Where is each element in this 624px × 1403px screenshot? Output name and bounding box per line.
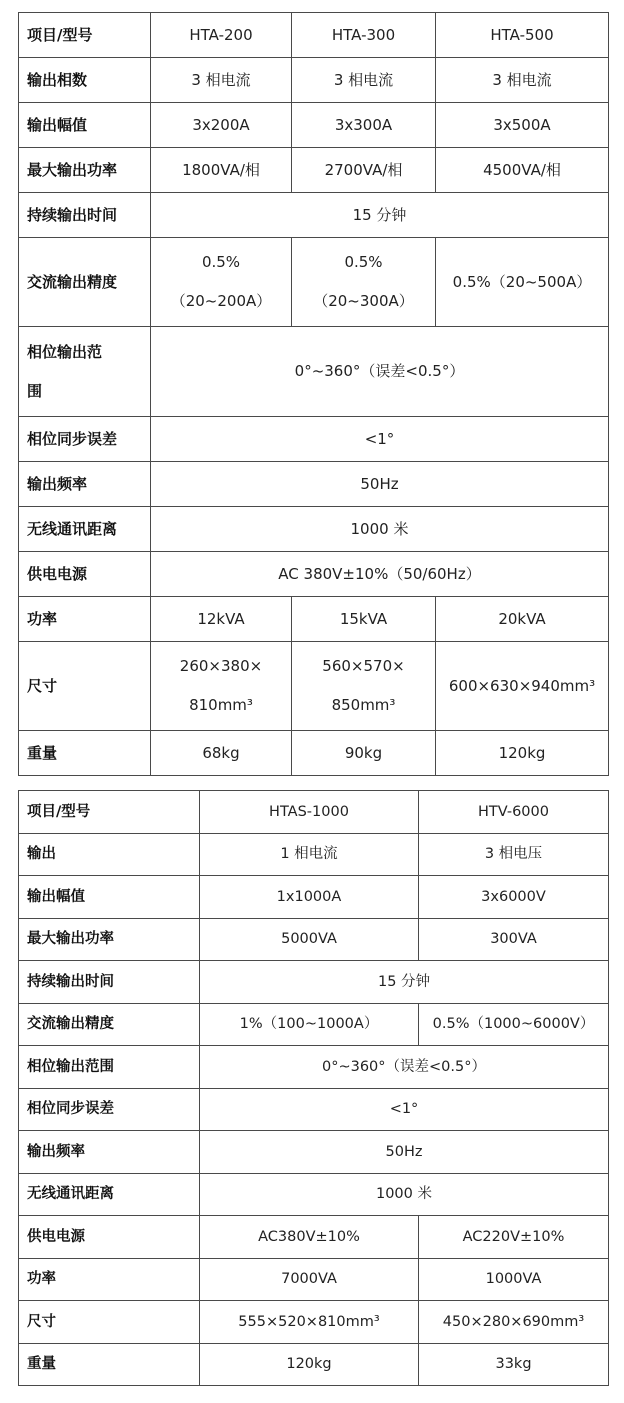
table-row-power bbox=[19, 597, 609, 642]
cell-line: 260×380× bbox=[179, 657, 263, 676]
model-hta-300: HTA-300 bbox=[292, 13, 436, 58]
row-label: 功率 bbox=[19, 1258, 200, 1301]
table-cell: 120kg bbox=[436, 731, 609, 776]
label-line: 相位输出范 bbox=[27, 342, 103, 361]
table-cell: 3x300A bbox=[292, 103, 436, 148]
table-cell: 15 分钟 bbox=[151, 193, 609, 238]
table-cell: 12kVA bbox=[151, 597, 292, 642]
table-row-power-supply bbox=[19, 1216, 609, 1259]
table-cell bbox=[292, 642, 436, 731]
table-row-max-power bbox=[19, 148, 609, 193]
cell-line: （20~200A） bbox=[170, 292, 272, 310]
table-row-wireless bbox=[19, 1173, 609, 1216]
table-cell: 1 相电流 bbox=[200, 833, 419, 876]
table-row-phase-range bbox=[19, 1046, 609, 1089]
label-line: 围 bbox=[27, 381, 43, 400]
table-cell: 3 相电流 bbox=[151, 58, 292, 103]
row-label: 重量 bbox=[19, 731, 151, 776]
row-label: 输出幅值 bbox=[19, 103, 151, 148]
table-row-power bbox=[19, 1258, 609, 1301]
row-label: 输出相数 bbox=[19, 58, 151, 103]
table-row-weight bbox=[19, 731, 609, 776]
row-label: 持续输出时间 bbox=[19, 193, 151, 238]
table-cell: 0.5%（1000~6000V） bbox=[419, 1003, 609, 1046]
table-cell: AC380V±10% bbox=[200, 1216, 419, 1259]
table-cell: 300VA bbox=[419, 918, 609, 961]
table-cell: 4500VA/相 bbox=[436, 148, 609, 193]
row-label: 交流输出精度 bbox=[19, 1003, 200, 1046]
table-row-phase-sync bbox=[19, 417, 609, 462]
table-cell: 1000VA bbox=[419, 1258, 609, 1301]
row-label: 无线通讯距离 bbox=[19, 1173, 200, 1216]
table-row-wireless bbox=[19, 507, 609, 552]
spec-table-htas-htv bbox=[18, 790, 609, 1386]
table-cell: 1000 米 bbox=[151, 507, 609, 552]
row-label: 相位同步误差 bbox=[19, 417, 151, 462]
table-cell: 1000 米 bbox=[200, 1173, 609, 1216]
table-cell: 15 分钟 bbox=[200, 961, 609, 1004]
table-row-duration bbox=[19, 961, 609, 1004]
row-label: 供电电源 bbox=[19, 552, 151, 597]
table-cell: 5000VA bbox=[200, 918, 419, 961]
table-cell: 3 相电压 bbox=[419, 833, 609, 876]
row-label: 尺寸 bbox=[19, 642, 151, 731]
row-label: 项目/型号 bbox=[19, 791, 200, 834]
row-label: 重量 bbox=[19, 1343, 200, 1386]
table-cell: 555×520×810mm³ bbox=[200, 1301, 419, 1344]
table-cell: 2700VA/相 bbox=[292, 148, 436, 193]
table-row-power-supply bbox=[19, 552, 609, 597]
row-label bbox=[19, 327, 151, 417]
cell-line: 560×570× bbox=[322, 657, 405, 676]
row-label: 功率 bbox=[19, 597, 151, 642]
table-row-frequency bbox=[19, 462, 609, 507]
cell-line: 0.5% bbox=[344, 253, 383, 272]
cell-line: （20~300A） bbox=[313, 292, 414, 310]
row-label: 最大输出功率 bbox=[19, 918, 200, 961]
table-cell: 1x1000A bbox=[200, 876, 419, 919]
row-label: 输出幅值 bbox=[19, 876, 200, 919]
row-label: 供电电源 bbox=[19, 1216, 200, 1259]
table-row-amplitude bbox=[19, 876, 609, 919]
table-row-frequency bbox=[19, 1131, 609, 1174]
table-row-max-power bbox=[19, 918, 609, 961]
row-label: 相位输出范围 bbox=[19, 1046, 200, 1089]
table-cell: 450×280×690mm³ bbox=[419, 1301, 609, 1344]
table-cell: 90kg bbox=[292, 731, 436, 776]
table-row-duration bbox=[19, 193, 609, 238]
table-cell: 0°~360°（误差<0.5°） bbox=[151, 327, 609, 417]
model-hta-500: HTA-500 bbox=[436, 13, 609, 58]
table-cell bbox=[151, 642, 292, 731]
row-label: 交流输出精度 bbox=[19, 238, 151, 327]
table-row-phase-sync bbox=[19, 1088, 609, 1131]
table-cell: 3x200A bbox=[151, 103, 292, 148]
table-row-phase bbox=[19, 58, 609, 103]
table-cell: 600×630×940mm³ bbox=[436, 642, 609, 731]
table-cell: 50Hz bbox=[151, 462, 609, 507]
cell-line: 850mm³ bbox=[331, 696, 396, 714]
table-cell: 0°~360°（误差<0.5°） bbox=[200, 1046, 609, 1089]
table-cell: 15kVA bbox=[292, 597, 436, 642]
table-cell: 68kg bbox=[151, 731, 292, 776]
model-htv-6000: HTV-6000 bbox=[419, 791, 609, 834]
table-cell: <1° bbox=[200, 1088, 609, 1131]
row-label: 相位同步误差 bbox=[19, 1088, 200, 1131]
row-label: 无线通讯距离 bbox=[19, 507, 151, 552]
model-htas-1000: HTAS-1000 bbox=[200, 791, 419, 834]
table-cell: 3x6000V bbox=[419, 876, 609, 919]
table-cell: 1%（100~1000A） bbox=[200, 1003, 419, 1046]
table-cell bbox=[292, 238, 436, 327]
table-cell: 50Hz bbox=[200, 1131, 609, 1174]
row-label: 持续输出时间 bbox=[19, 961, 200, 1004]
row-label: 输出频率 bbox=[19, 462, 151, 507]
table-row-ac-accuracy bbox=[19, 1003, 609, 1046]
table-row-amplitude bbox=[19, 103, 609, 148]
row-label: 最大输出功率 bbox=[19, 148, 151, 193]
cell-line: 0.5% bbox=[201, 253, 241, 272]
table-row-size bbox=[19, 1301, 609, 1344]
table-row-header bbox=[19, 791, 609, 834]
cell-line: 810mm³ bbox=[189, 696, 253, 714]
table-cell: 3x500A bbox=[436, 103, 609, 148]
row-label: 项目/型号 bbox=[19, 13, 151, 58]
table-row-ac-accuracy bbox=[19, 238, 609, 327]
spec-table-hta bbox=[18, 12, 609, 776]
table-cell: 120kg bbox=[200, 1343, 419, 1386]
row-label: 输出 bbox=[19, 833, 200, 876]
model-hta-200: HTA-200 bbox=[151, 13, 292, 58]
table-cell: AC220V±10% bbox=[419, 1216, 609, 1259]
row-label: 输出频率 bbox=[19, 1131, 200, 1174]
table-cell: 0.5%（20~500A） bbox=[436, 238, 609, 327]
table-row-header bbox=[19, 13, 609, 58]
table-cell: 33kg bbox=[419, 1343, 609, 1386]
table-cell: AC 380V±10%（50/60Hz） bbox=[151, 552, 609, 597]
table-row-weight bbox=[19, 1343, 609, 1386]
table-row-output bbox=[19, 833, 609, 876]
table-cell: <1° bbox=[151, 417, 609, 462]
table-row-phase-range bbox=[19, 327, 609, 417]
table-cell bbox=[151, 238, 292, 327]
table-cell: 3 相电流 bbox=[292, 58, 436, 103]
table-cell: 1800VA/相 bbox=[151, 148, 292, 193]
row-label: 尺寸 bbox=[19, 1301, 200, 1344]
table-row-size bbox=[19, 642, 609, 731]
table-cell: 3 相电流 bbox=[436, 58, 609, 103]
table-cell: 7000VA bbox=[200, 1258, 419, 1301]
table-cell: 20kVA bbox=[436, 597, 609, 642]
